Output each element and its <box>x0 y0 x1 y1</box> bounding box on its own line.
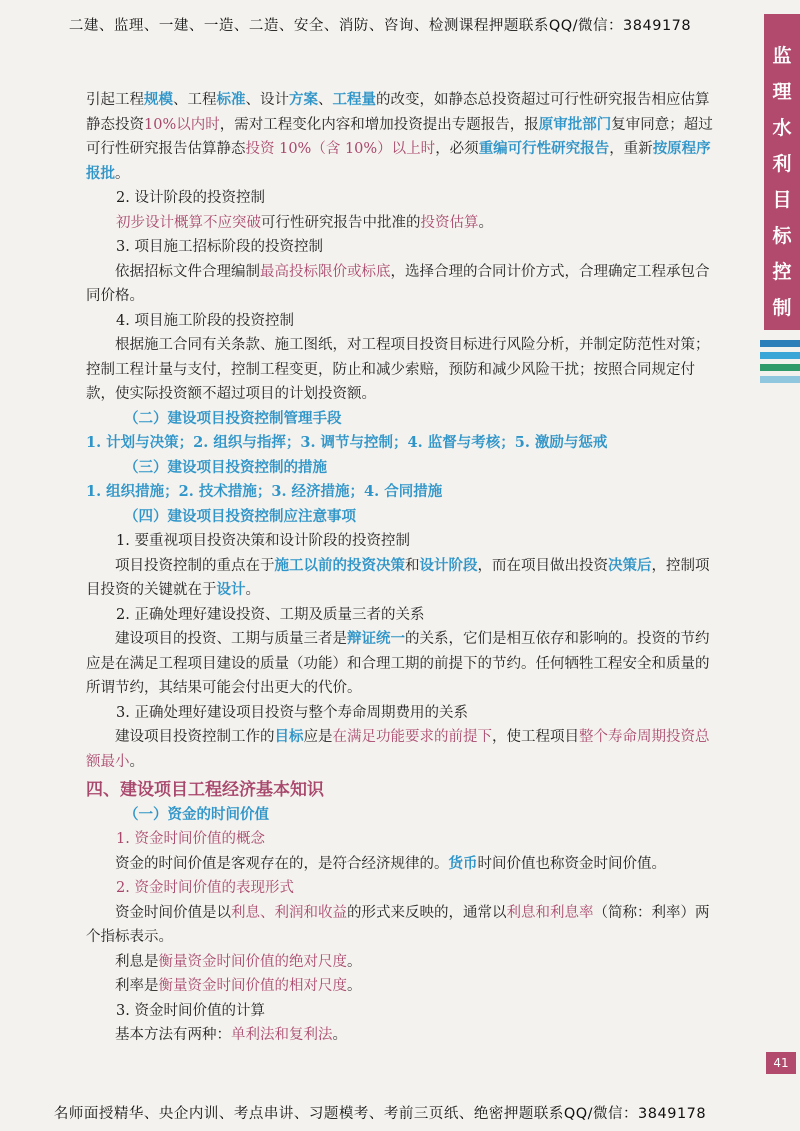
paragraph: 引起工程规模、工程标准、设计方案、工程量的改变，如静态总投资超过可行性研究报告相应估算静态投资10%以内时，需对工程变化内容和增加投资提出专题报告，报原审批部门复审同意；超过可行性研究报告估算静态投资 10%（含 10%）以上时，必须重编可行性研究报告，重新按原程序报批。 <box>86 91 713 182</box>
side-tab-char: 制 <box>772 297 792 319</box>
side-tab-char: 控 <box>772 261 792 283</box>
paragraph: 建设项目投资控制工作的目标应是在满足功能要求的前提下，使工程项目整个寿命周期投资总额最小。 <box>86 728 710 770</box>
chapter-heading: 四、建设项目工程经济基本知识 <box>86 780 324 800</box>
subsection-title: 3. 资金时间价值的计算 <box>116 1002 265 1019</box>
stripe <box>760 340 800 347</box>
chapter-side-tab <box>764 14 800 330</box>
paragraph: 基本方法有两种：单利法和复利法。 <box>115 1027 347 1043</box>
section-title: （四）建设项目投资控制应注意事项 <box>124 507 356 525</box>
subsection-title: 2. 资金时间价值的表现形式 <box>116 880 294 896</box>
paragraph: 利率是衡量资金时间价值的相对尺度。 <box>115 978 362 994</box>
decorative-stripes <box>760 340 800 388</box>
paragraph: 项目投资控制的重点在于施工以前的投资决策和设计阶段，而在项目做出投资决策后，控制项目投资的关键就在于设计。 <box>86 556 710 598</box>
measures-list: 1. 计划与决策；2. 组织与指挥；3. 调节与控制；4. 监督与考核；5. 激励与惩戒 <box>86 434 608 451</box>
paragraph: 资金时间价值是以利息、利润和收益的形式来反映的，通常以利息和利息率（简称：利率）两个指标表示。 <box>86 904 710 945</box>
subsection-title: 3. 正确处理好建设项目投资与整个寿命周期费用的关系 <box>116 704 468 721</box>
subsection-title: 4. 项目施工阶段的投资控制 <box>116 312 294 329</box>
subsection-title: 3. 项目施工招标阶段的投资控制 <box>116 239 323 255</box>
measures-list: 1. 组织措施；2. 技术措施；3. 经济措施；4. 合同措施 <box>86 483 443 500</box>
side-tab-char: 利 <box>772 153 792 175</box>
subsection-title: 1. 资金时间价值的概念 <box>116 831 265 847</box>
side-tab-char: 标 <box>772 225 792 247</box>
side-tab-char: 监 <box>772 45 792 67</box>
page-footer: 名师面授精华、央企内训、考点串讲、习题模考、考前三页纸、绝密押题联系QQ/微信：3849178 <box>53 1106 707 1122</box>
page-header: 二建、监理、一建、一造、二造、安全、消防、咨询、检测课程押题联系QQ/微信：3849178 <box>68 18 692 34</box>
paragraph: 依据招标文件合理编制最高投标限价或标底，选择合理的合同计价方式，合理确定工程承包合同价格。 <box>86 263 710 304</box>
paragraph: 根据施工合同有关条款、施工图纸，对工程项目投资目标进行风险分析，并制定防范性对策；控制工程计量与支付，控制工程变更，防止和减少索赔，预防和减少风险干扰；按照合同规定付款，使实际投资额不超过项目的计划投资额。 <box>86 337 710 402</box>
paragraph: 建设项目的投资、工期与质量三者是辩证统一的关系，它们是相互依存和影响的。投资的节约应是在满足工程项目建设的质量（功能）和合理工期的前提下的节约。任何牺牲工程安全和质量的所谓节约，其结果可能会付出更大的代价。 <box>86 630 710 696</box>
page-number: 41 <box>766 1052 796 1074</box>
section-title: （三）建设项目投资控制的措施 <box>124 458 327 476</box>
stripe <box>760 376 800 383</box>
stripe <box>760 352 800 359</box>
paragraph: 资金的时间价值是客观存在的，是符合经济规律的。货币时间价值也称资金时间价值。 <box>115 854 666 872</box>
side-tab-char: 目 <box>772 189 792 211</box>
side-tab-char: 理 <box>772 81 792 103</box>
section-title: （一）资金的时间价值 <box>124 805 269 823</box>
subsection-title: 2. 正确处理好建设投资、工期及质量三者的关系 <box>116 606 425 623</box>
paragraph: 初步设计概算不应突破可行性研究报告中批准的投资估算。 <box>116 214 493 231</box>
paragraph: 利息是衡量资金时间价值的绝对尺度。 <box>115 953 362 970</box>
side-tab-char: 水 <box>772 117 792 139</box>
page-content <box>86 88 722 1048</box>
stripe <box>760 364 800 371</box>
subsection-title: 2. 设计阶段的投资控制 <box>116 190 265 206</box>
section-title: （二）建设项目投资控制管理手段 <box>124 409 342 427</box>
subsection-title: 1. 要重视项目投资决策和设计阶段的投资控制 <box>116 533 410 549</box>
